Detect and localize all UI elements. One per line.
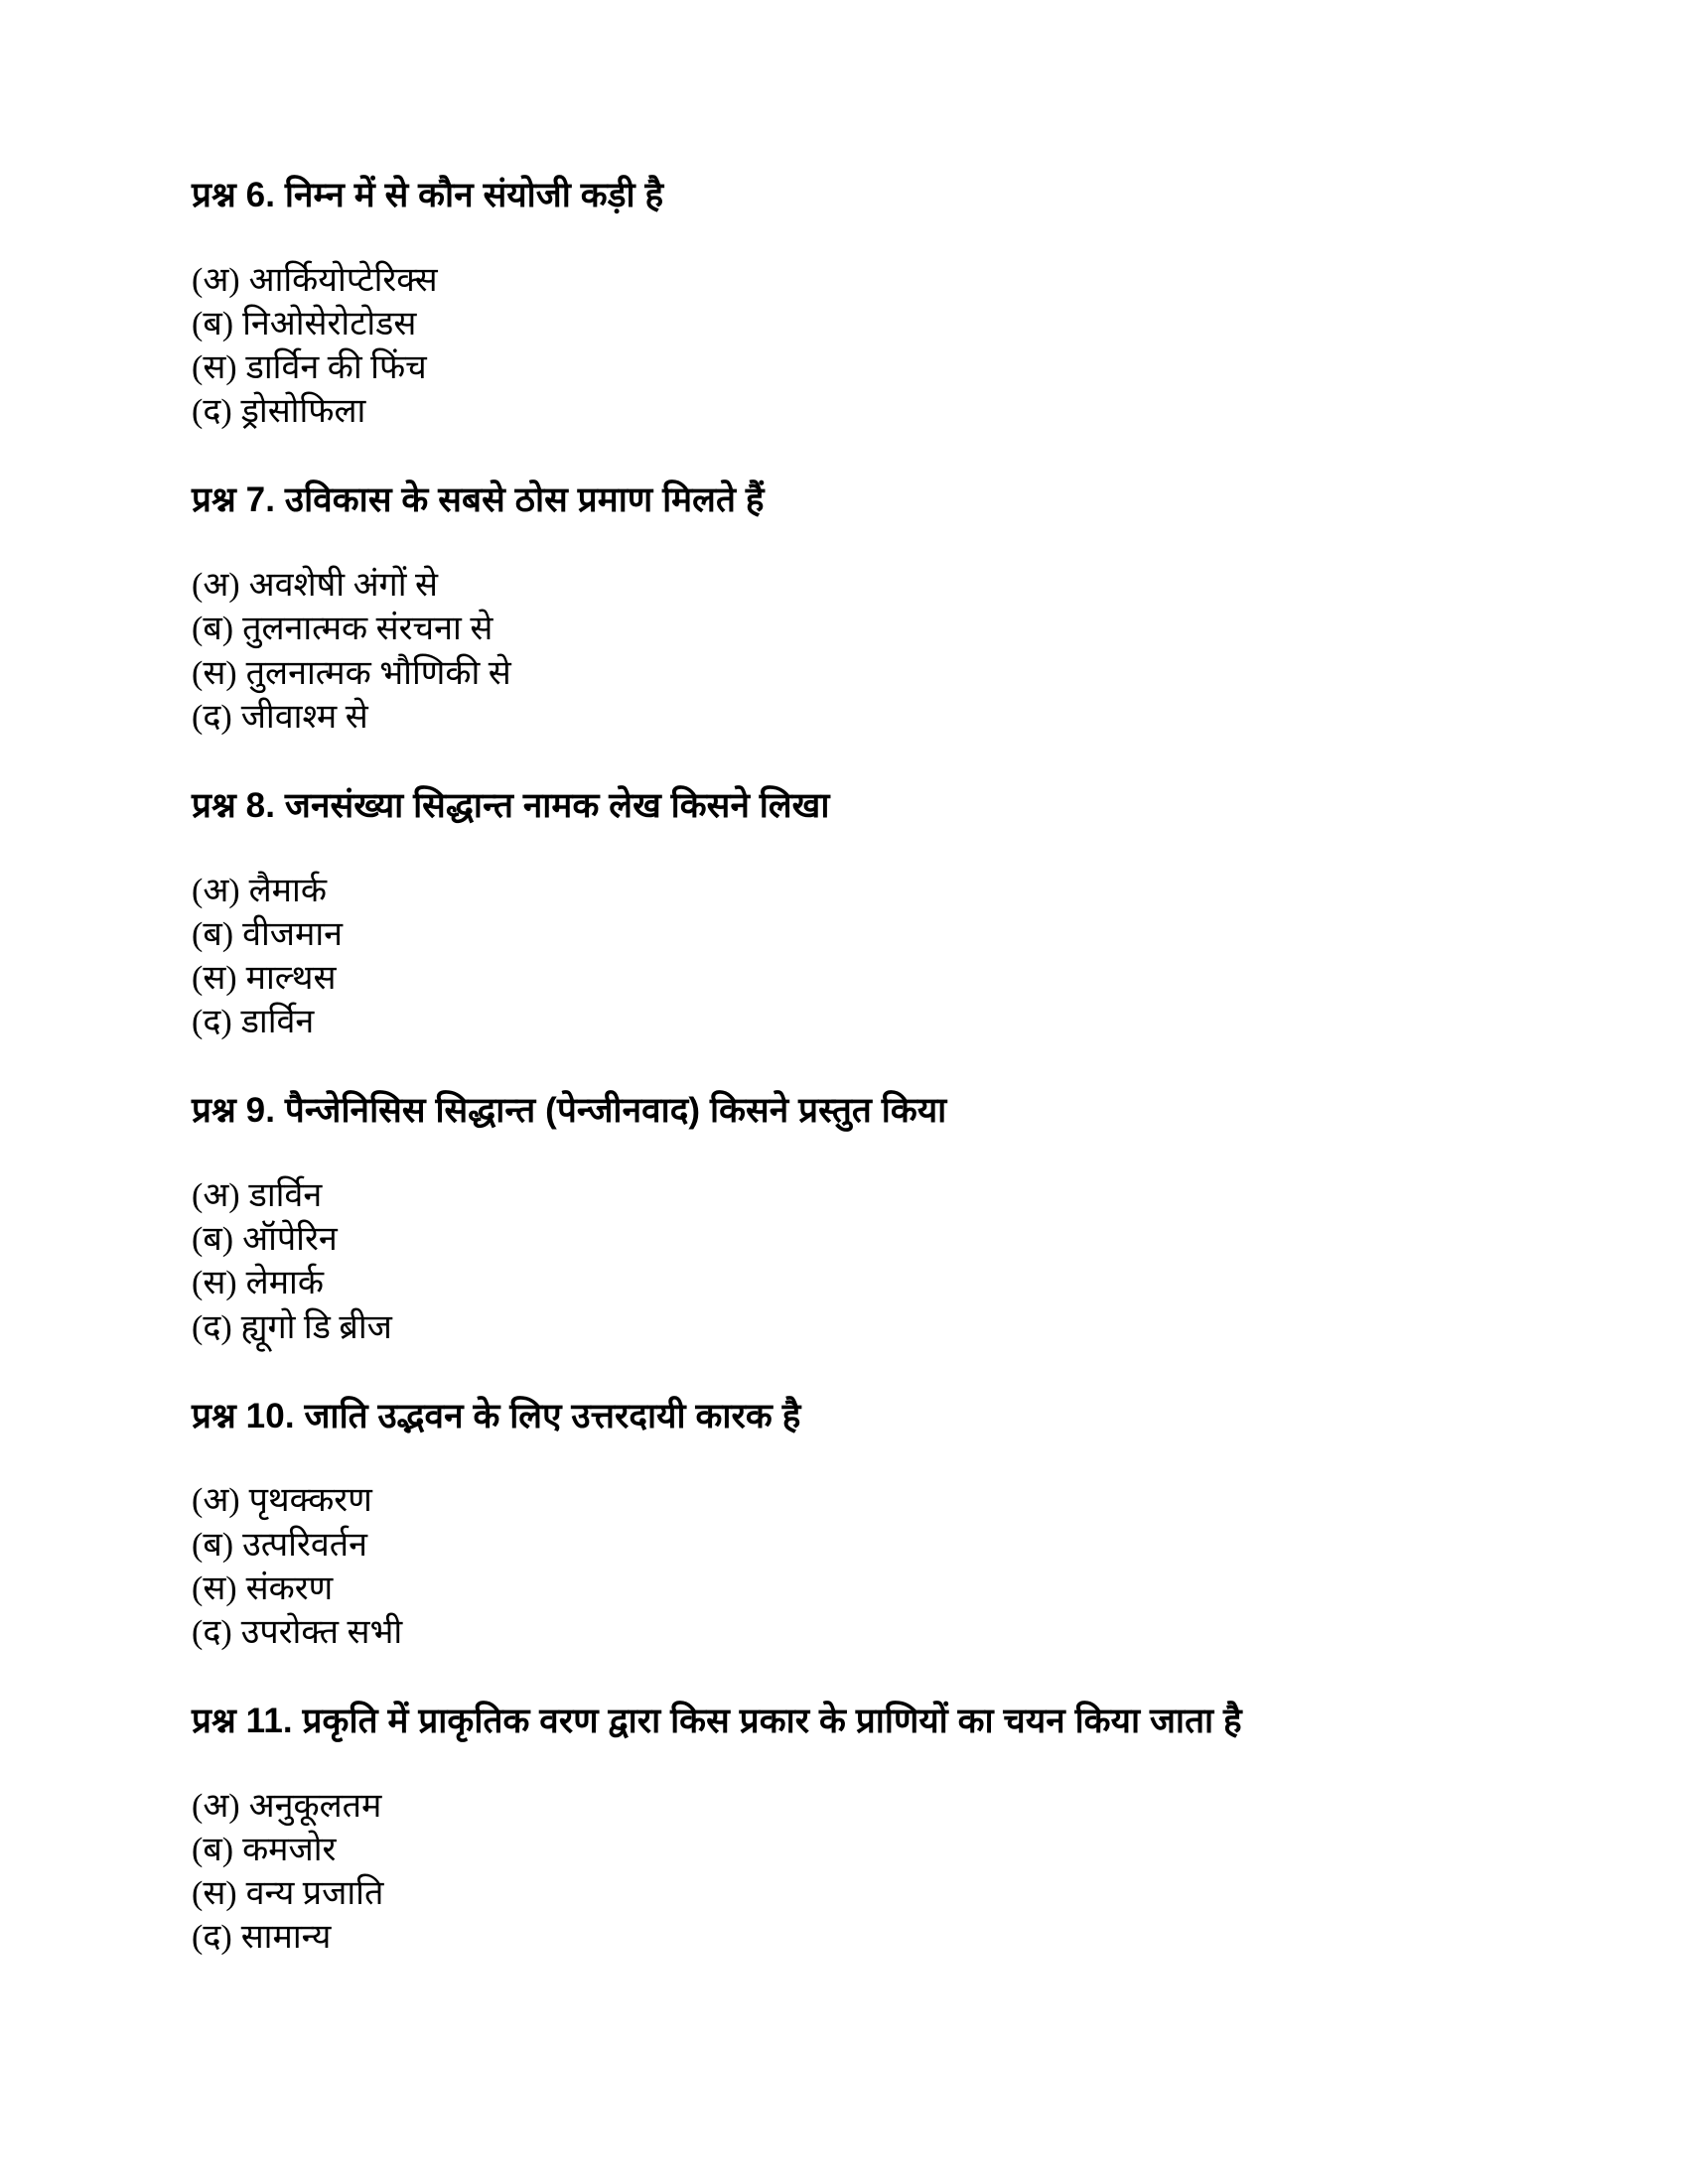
option-item[interactable] bbox=[192, 1306, 1512, 1350]
option-text: लेमार्क bbox=[245, 1265, 324, 1302]
question-block bbox=[192, 1090, 1512, 1349]
option-text: डार्विन की फिंच bbox=[245, 349, 427, 387]
option-text: जीवाश्म से bbox=[240, 698, 368, 736]
option-item[interactable] bbox=[192, 913, 1512, 957]
question-heading: प्रश्न 11. प्रकृति में प्राकृतिक वरण द्वारा किस प्रकार के प्राणियों का चयन किया जाता है bbox=[192, 1702, 1242, 1741]
question-block bbox=[192, 785, 1512, 1044]
question-block bbox=[192, 1701, 1512, 1960]
question-heading: प्रश्न 7. उविकास के सबसे ठोस प्रमाण मिलते हैं bbox=[192, 480, 765, 520]
option-list bbox=[192, 259, 1512, 435]
option-marker: (द) bbox=[192, 698, 232, 736]
option-text: तुलनात्मक संरचना से bbox=[242, 611, 493, 648]
option-marker: (स) bbox=[192, 654, 237, 692]
option-marker: (ब) bbox=[192, 611, 234, 648]
option-item[interactable] bbox=[192, 1174, 1512, 1218]
question-heading: प्रश्न 8. जनसंख्या सिद्धान्त नामक लेख किसने लिखा bbox=[192, 785, 830, 825]
question-block bbox=[192, 1396, 1512, 1655]
option-item[interactable] bbox=[192, 1611, 1512, 1655]
option-text: लैमार्क bbox=[248, 872, 327, 909]
option-marker: (अ) bbox=[192, 261, 240, 299]
option-item[interactable] bbox=[192, 652, 1512, 696]
option-marker: (अ) bbox=[192, 1787, 240, 1825]
question-list bbox=[192, 175, 1512, 1961]
option-item[interactable] bbox=[192, 1916, 1512, 1960]
option-marker: (द) bbox=[192, 1308, 232, 1346]
option-list bbox=[192, 1479, 1512, 1655]
option-marker: (अ) bbox=[192, 567, 240, 605]
option-list bbox=[192, 870, 1512, 1045]
option-item[interactable] bbox=[192, 1829, 1512, 1872]
option-marker: (द) bbox=[192, 1919, 232, 1957]
option-text: पृथक्करण bbox=[248, 1482, 372, 1520]
option-item[interactable] bbox=[192, 303, 1512, 346]
option-text: उत्परिवर्तन bbox=[242, 1526, 368, 1564]
option-item[interactable] bbox=[192, 1524, 1512, 1568]
option-item[interactable] bbox=[192, 608, 1512, 651]
option-item[interactable] bbox=[192, 696, 1512, 740]
option-item[interactable] bbox=[192, 1218, 1512, 1262]
option-text: सामान्य bbox=[240, 1919, 332, 1957]
option-text: निओसेरोटोडस bbox=[242, 305, 417, 342]
option-text: वन्य प्रजाति bbox=[245, 1875, 384, 1913]
option-text: डार्विन bbox=[248, 1177, 323, 1214]
option-text: आर्कियोप्टेरिक्स bbox=[248, 261, 438, 299]
option-marker: (ब) bbox=[192, 915, 234, 953]
option-item[interactable] bbox=[192, 1262, 1512, 1305]
option-list bbox=[192, 1174, 1512, 1350]
question-block bbox=[192, 479, 1512, 739]
option-text: माल्थस bbox=[245, 959, 337, 997]
option-marker: (स) bbox=[192, 1265, 237, 1302]
option-item[interactable] bbox=[192, 390, 1512, 434]
question-block bbox=[192, 175, 1512, 434]
option-marker: (स) bbox=[192, 349, 237, 387]
option-text: संकरण bbox=[245, 1570, 334, 1607]
option-marker: (अ) bbox=[192, 1177, 240, 1214]
option-item[interactable] bbox=[192, 1872, 1512, 1916]
option-text: तुलनात्मक भौणिकी से bbox=[245, 654, 511, 692]
option-item[interactable] bbox=[192, 1568, 1512, 1611]
option-text: डार्विन bbox=[240, 1004, 315, 1041]
option-text: अनुकूलतम bbox=[248, 1787, 382, 1825]
option-marker: (अ) bbox=[192, 1482, 240, 1520]
option-marker: (स) bbox=[192, 1875, 237, 1913]
option-item[interactable] bbox=[192, 564, 1512, 608]
option-text: ह्यूगो डि ब्रीज bbox=[240, 1308, 392, 1346]
option-marker: (अ) bbox=[192, 872, 240, 909]
option-marker: (स) bbox=[192, 959, 237, 997]
option-text: अवशेषी अंगों से bbox=[248, 567, 438, 605]
option-marker: (ब) bbox=[192, 1221, 234, 1259]
question-heading: प्रश्न 6. निम्न में से कौन संयोजी कड़ी है bbox=[192, 176, 664, 214]
option-text: उपरोक्त सभी bbox=[240, 1614, 403, 1651]
option-marker: (स) bbox=[192, 1570, 237, 1607]
option-marker: (द) bbox=[192, 1004, 232, 1041]
option-item[interactable] bbox=[192, 1785, 1512, 1829]
option-list bbox=[192, 1785, 1512, 1961]
option-item[interactable] bbox=[192, 346, 1512, 390]
option-item[interactable] bbox=[192, 1001, 1512, 1044]
question-heading: प्रश्न 10. जाति उद्भवन के लिए उत्तरदायी कारक है bbox=[192, 1396, 801, 1435]
option-item[interactable] bbox=[192, 870, 1512, 913]
option-marker: (ब) bbox=[192, 1526, 234, 1564]
option-item[interactable] bbox=[192, 957, 1512, 1001]
option-marker: (द) bbox=[192, 1614, 232, 1651]
option-text: वीजमान bbox=[242, 915, 344, 953]
option-list bbox=[192, 564, 1512, 740]
option-marker: (ब) bbox=[192, 1832, 234, 1869]
option-marker: (ब) bbox=[192, 305, 234, 342]
option-text: ड्रोसोफिला bbox=[240, 393, 366, 431]
question-heading: प्रश्न 9. पैन्जेनिसिस सिद्धान्त (पेन्जीनवाद) किसने प्रस्तुत किया bbox=[192, 1091, 947, 1131]
option-text: ऑपेरिन bbox=[242, 1221, 338, 1259]
option-item[interactable] bbox=[192, 259, 1512, 303]
option-marker: (द) bbox=[192, 393, 232, 431]
option-text: कमजोर bbox=[242, 1832, 337, 1869]
option-item[interactable] bbox=[192, 1479, 1512, 1523]
